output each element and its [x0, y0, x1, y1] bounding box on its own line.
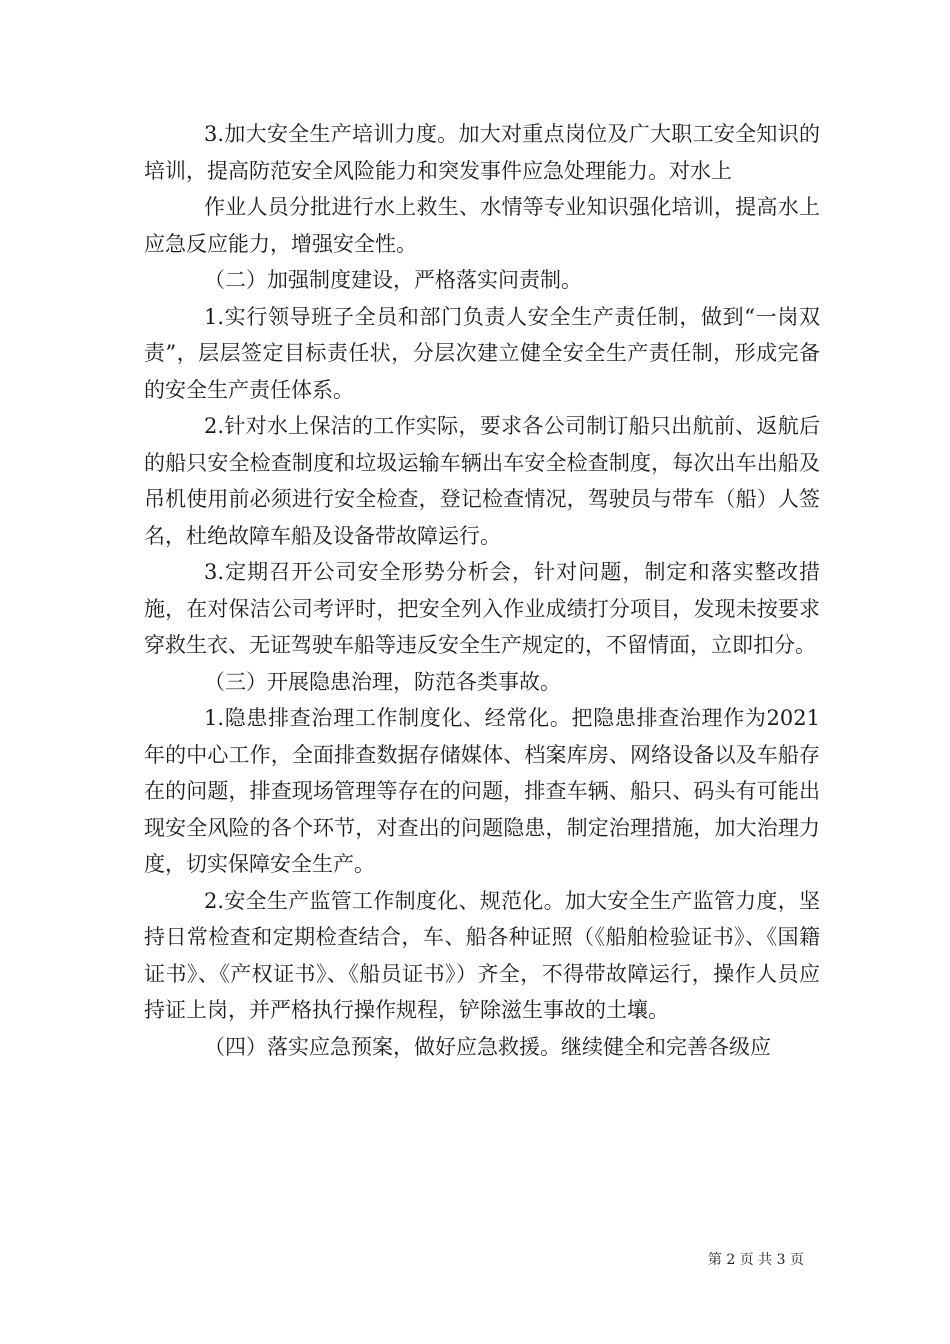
paragraph-training: 3.加大安全生产培训力度。加大对重点岗位及广大职工安全知识的培训，提高防范安全风险能力和突发事件应急处理能力。对水上	[144, 122, 820, 183]
paragraph-inspection: 2.针对水上保洁的工作实际，要求各公司制订船只出航前、返航后的船只安全检查制度和垃圾运输车辆出车安全检查制度，每次出车出船及吊机使用前必须进行安全检查，登记检查情况，驾驶员与带车（船）人签名，杜绝故障车船及设备带故障运行。	[144, 414, 820, 548]
section-heading-3: （三）开展隐患治理，防范各类事故。	[204, 669, 561, 694]
paragraph-hazard-check: 1.隐患排查治理工作制度化、经常化。把隐患排查治理作为2021年的中心工作，全面排查数据存储媒体、档案库房、网络设备以及车船存在的问题，排查现场管理等存在的问题，排查车辆、船只、码头有可能出现安全风险的各个环节，对查出的问题隐患，制定治理措施，加大治理力度，切实保障安全生产。	[144, 706, 820, 876]
paragraph-water-training: 作业人员分批进行水上救生、水情等专业知识强化培训，提高水上应急反应能力，增强安全性。	[144, 195, 820, 256]
page-number-label: 第 2 页 共 3 页	[707, 1252, 804, 1268]
page-number	[708, 1249, 804, 1269]
section-heading-4: （四）落实应急预案，做好应急救援。继续健全和完善各级应	[204, 1034, 771, 1059]
section-heading-2: （二）加强制度建设，严格落实问责制。	[204, 268, 582, 292]
document-body	[144, 116, 820, 1065]
paragraph-supervision: 2.安全生产监管工作制度化、规范化。加大安全生产监管力度，坚持日常检查和定期检查结合，车、船各种证照（《船舶检验证书》、《国籍证书》、《产权证书》、《船员证书》）齐全，不得带故障运行，操作人员应持证上岗，并严格执行操作规程，铲除滋生事故的土壤。	[144, 888, 820, 1022]
paragraph-analysis-meeting: 3.定期召开公司安全形势分析会，针对问题，制定和落实整改措施，在对保洁公司考评时，把安全列入作业成绩打分项目，发现未按要求穿救生衣、无证驾驶车船等违反安全生产规定的，不留情面，立即扣分。	[144, 560, 820, 657]
paragraph-responsibility: 1.实行领导班子全员和部门负责人安全生产责任制，做到“一岗双责”，层层签定目标责任状，分层次建立健全安全生产责任制，形成完备的安全生产责任体系。	[144, 304, 820, 402]
